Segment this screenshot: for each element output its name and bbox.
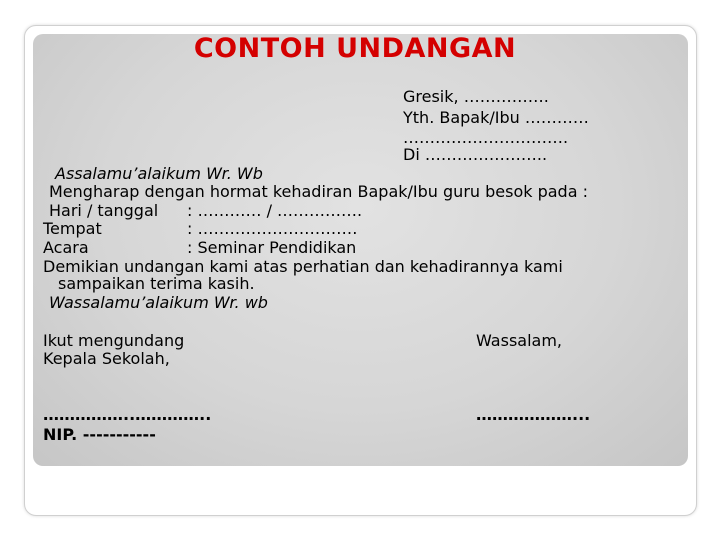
date-label: Hari / tanggal (49, 201, 159, 220)
recipient-location-line: Di ………………….. (403, 145, 548, 164)
event-label: Acara (43, 238, 89, 257)
signature-left-line-2: Kepala Sekolah, (43, 349, 170, 368)
date-value: : ………… / ……………. (187, 201, 363, 220)
recipient-name-line: …………………………. (403, 128, 569, 147)
closing-line-2: sampaikan terima kasih. (58, 274, 255, 293)
place-label: Tempat (43, 219, 102, 238)
signature-right-line-1: Wassalam, (476, 331, 562, 350)
signature-left-line-1: Ikut mengundang (43, 331, 185, 350)
closing-line-1: Demikian undangan kami atas perhatian dan kehadirannya kami (43, 257, 563, 276)
place-value: : ………………………… (187, 219, 358, 238)
signature-left-line: ……………..………….. (43, 405, 212, 424)
nip-line: NIP. ----------- (43, 425, 156, 444)
farewell: Wassalamu’alaikum Wr. wb (49, 293, 268, 312)
signature-right-line: ………………... (476, 405, 591, 424)
event-value: : Seminar Pendidikan (187, 238, 357, 257)
opening-sentence: Mengharap dengan hormat kehadiran Bapak/Ibu guru besok pada : (49, 182, 588, 201)
recipient-line: Yth. Bapak/Ibu ………… (403, 108, 589, 127)
content-panel (33, 34, 688, 466)
greeting: Assalamu’alaikum Wr. Wb (55, 164, 263, 183)
page-title: CONTOH UNDANGAN (193, 33, 517, 64)
place-date-line: Gresik, ……………. (403, 87, 549, 106)
